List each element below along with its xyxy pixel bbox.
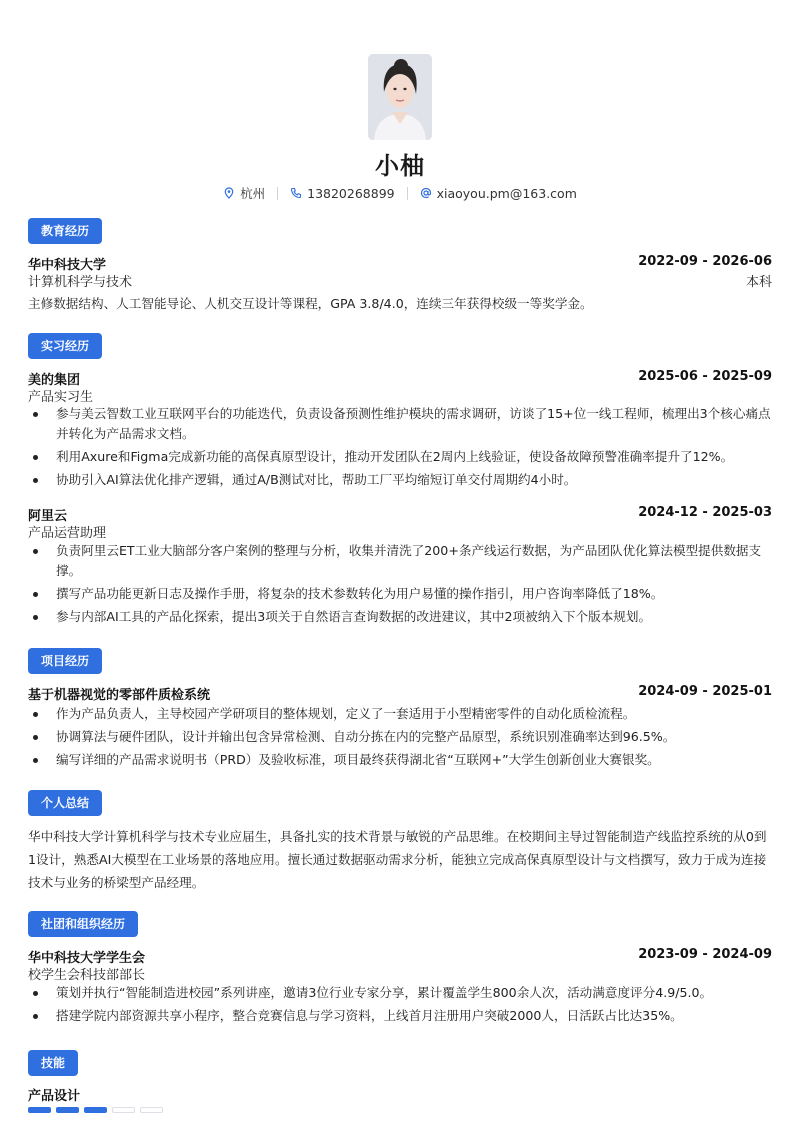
bullet-list [28, 983, 772, 1029]
company-name: 美的集团 [28, 373, 81, 388]
club-date: 2023-09 - 2024-09 [638, 947, 772, 962]
list-item: 参与内部AI工具的产品化探索，提出3项关于自然语言查询数据的改进建议，其中2项被纳入下个版本规划。 [28, 607, 772, 627]
contact-row [0, 184, 800, 202]
company-name: 阿里云 [28, 509, 68, 524]
portrait-image [368, 54, 432, 140]
phone-icon [290, 187, 302, 199]
contact-phone [290, 186, 394, 201]
list-item: 协助引入AI算法优化排产逻辑，通过A/B测试对比，帮助工厂平均缩短订单交付周期约4小时。 [28, 470, 772, 490]
education-description: 主修数据结构、人工智能导论、人机交互设计等课程，GPA 3.8/4.0，连续三年获得校级一等奖学金。 [28, 296, 593, 311]
phone-text: 13820268899 [307, 185, 395, 201]
list-item: 协调算法与硬件团队，设计并输出包含异常检测、自动分拣在内的完整产品原型，系统识别准确率达到96.5%。 [28, 727, 772, 747]
section-tag-internship: 实习经历 [28, 333, 102, 359]
contact-email[interactable] [420, 186, 577, 201]
skill-level-filled [28, 1107, 51, 1113]
skill-level-filled [56, 1107, 79, 1113]
degree: 本科 [745, 275, 772, 290]
major: 计算机科学与技术 [28, 275, 133, 290]
skill-level-filled [84, 1107, 107, 1113]
section-tag-club: 社团和组织经历 [28, 911, 138, 937]
section-tag-project: 项目经历 [28, 648, 102, 674]
divider [277, 187, 278, 200]
project-date: 2024-09 - 2025-01 [638, 684, 772, 699]
list-item: 撰写产品功能更新日志及操作手册，将复杂的技术参数转化为用户易懂的操作指引，用户咨询率降低了18%。 [28, 584, 772, 604]
bullet-list [28, 541, 772, 630]
job-role: 产品运营助理 [28, 526, 107, 541]
location-icon [223, 187, 235, 199]
skill-level-bar [28, 1107, 163, 1113]
list-item: 参与美云智数工业互联网平台的功能迭代，负责设备预测性维护模块的需求调研，访谈了15+位一线工程师，梳理出3个核心痛点并转化为产品需求文档。 [28, 404, 772, 444]
summary-text: 华中科技大学计算机科学与技术专业应届生，具备扎实的技术背景与敏锐的产品思维。在校期间主导过智能制造产线监控系统的从0到1设计，熟悉AI大模型在工业场景的落地应用。擅长通过数据驱动需求分析，能独立完成高保真原型设计与文档撰写，致力于成为连接技术与业务的桥梁型产品经理。 [28, 829, 767, 890]
list-item: 作为产品负责人，主导校园产学研项目的整体规划，定义了一套适用于小型精密零件的自动化质检流程。 [28, 704, 772, 724]
list-item: 负责阿里云ET工业大脑部分客户案例的整理与分析，收集并清洗了200+条产线运行数据，为产品团队优化算法模型提供数据支撑。 [28, 541, 772, 581]
list-item: 策划并执行“智能制造进校园”系列讲座，邀请3位行业专家分享，累计覆盖学生800余人次，活动满意度评分4.9/5.0。 [28, 983, 772, 1003]
internship-date: 2025-06 - 2025-09 [638, 369, 772, 384]
club-role: 校学生会科技部部长 [28, 968, 146, 983]
education-date: 2022-09 - 2026-06 [638, 254, 772, 269]
organization-name: 华中科技大学学生会 [28, 951, 146, 966]
school-name: 华中科技大学 [28, 258, 107, 273]
city-text: 杭州 [240, 186, 266, 201]
skill-name: 产品设计 [28, 1089, 81, 1104]
section-tag-summary: 个人总结 [28, 790, 102, 816]
internship-date: 2024-12 - 2025-03 [638, 505, 772, 520]
section-tag-skills: 技能 [28, 1050, 78, 1076]
job-role: 产品实习生 [28, 390, 94, 405]
skill-level-empty [140, 1107, 163, 1113]
contact-city [223, 184, 265, 202]
section-tag-education: 教育经历 [28, 218, 102, 244]
list-item: 编写详细的产品需求说明书（PRD）及验收标准，项目最终获得湖北省“互联网+”大学生创新创业大赛银奖。 [28, 750, 772, 770]
list-item: 搭建学院内部资源共享小程序，整合竞赛信息与学习资料，上线首月注册用户突破2000人，日活跃占比达35%。 [28, 1006, 772, 1026]
divider [407, 187, 408, 200]
at-icon [420, 187, 432, 199]
skill-level-empty [112, 1107, 135, 1113]
bullet-list [28, 704, 772, 773]
project-name: 基于机器视觉的零部件质检系统 [28, 688, 211, 703]
email-text: xiaoyou.pm@163.com [436, 185, 577, 201]
list-item: 利用Axure和Figma完成新功能的高保真原型设计，推动开发团队在2周内上线验证，使设备故障预警准确率提升了12%。 [28, 447, 772, 467]
bullet-list [28, 404, 772, 493]
avatar [368, 54, 432, 140]
candidate-name: 小柚 [375, 152, 425, 180]
